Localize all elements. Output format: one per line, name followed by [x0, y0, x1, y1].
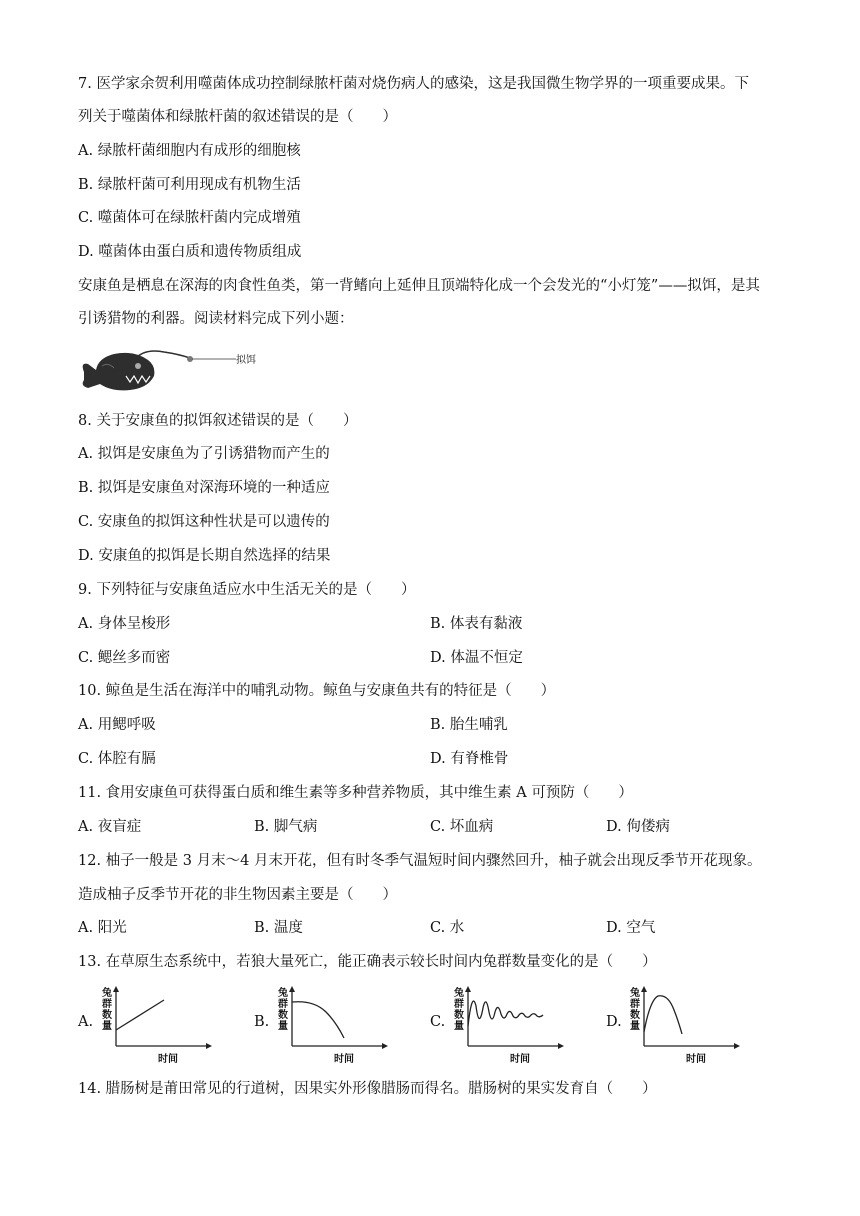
q11-stem: 11. 食用安康鱼可获得蛋白质和维生素等多种营养物质，其中维生素 A 可预防（ ）	[78, 785, 633, 801]
graph-a-xlabel: 时间	[158, 1054, 178, 1065]
anglerfish-figure	[78, 346, 258, 394]
intro-line2: 引诱猎物的利器。阅读材料完成下列小题：	[78, 311, 354, 327]
q9-option-d: D. 体温不恒定	[430, 650, 523, 666]
q8-option-b: B. 拟饵是安康鱼对深海环境的一种适应	[78, 480, 330, 496]
q12-option-c: C. 水	[430, 920, 465, 936]
q12-stem-line2: 造成柚子反季节开花的非生物因素主要是（ ）	[78, 887, 397, 903]
q9-stem: 9. 下列特征与安康鱼适应水中生活无关的是（ ）	[78, 582, 416, 598]
q12-option-a: A. 阳光	[78, 920, 127, 936]
q8-option-c: C. 安康鱼的拟饵这种性状是可以遗传的	[78, 514, 330, 530]
q11-option-c: C. 坏血病	[430, 819, 494, 835]
q7-option-b: B. 绿脓杆菌可利用现成有机物生活	[78, 177, 301, 193]
q13-graph-b	[254, 986, 404, 1064]
q8-option-d: D. 安康鱼的拟饵是长期自然选择的结果	[78, 548, 331, 564]
q7-stem-line1: 7. 医学家余贺利用噬菌体成功控制绿脓杆菌对烧伤病人的感染，这是我国微生物学界的一项重要成果。下	[78, 76, 749, 92]
q13-graph-c	[430, 986, 580, 1064]
q9-option-b: B. 体表有黏液	[430, 616, 523, 632]
graph-d-ylabel: 兔群数量	[630, 988, 640, 1032]
q13-graph-d	[606, 986, 756, 1064]
graph-d-letter: D.	[606, 1014, 622, 1030]
graph-b-xlabel: 时间	[334, 1054, 354, 1065]
q11-option-b: B. 脚气病	[254, 819, 318, 835]
graph-a-ylabel: 兔群数量	[102, 988, 112, 1032]
q8-option-a: A. 拟饵是安康鱼为了引诱猎物而产生的	[78, 446, 330, 462]
q10-stem: 10. 鲸鱼是生活在海洋中的哺乳动物。鲸鱼与安康鱼共有的特征是（ ）	[78, 683, 556, 699]
graph-c-ylabel: 兔群数量	[454, 988, 464, 1032]
q8-stem: 8. 关于安康鱼的拟饵叙述错误的是（ ）	[78, 413, 358, 429]
q12-stem-line1: 12. 柚子一般是 3 月末～4 月末开花，但有时冬季气温短时间内骤然回升，柚子就会出现反季节开花现象。	[78, 853, 762, 869]
graph-b-ylabel: 兔群数量	[278, 988, 288, 1032]
graph-a-letter: A.	[78, 1014, 94, 1030]
graph-c-letter: C.	[430, 1014, 446, 1030]
q9-option-c: C. 鳃丝多而密	[78, 650, 171, 666]
q10-option-b: B. 胎生哺乳	[430, 717, 508, 733]
q10-option-d: D. 有脊椎骨	[430, 751, 509, 767]
q10-option-c: C. 体腔有膈	[78, 751, 156, 767]
q13-graph-a	[78, 986, 228, 1064]
q12-option-d: D. 空气	[606, 920, 656, 936]
intro-line1: 安康鱼是栖息在深海的肉食性鱼类，第一背鳍向上延伸且顶端特化成一个会发光的“小灯笼”——拟饵，是其	[78, 278, 760, 294]
q7-option-c: C. 噬菌体可在绿脓杆菌内完成增殖	[78, 210, 301, 226]
graph-d-xlabel: 时间	[686, 1054, 706, 1065]
q10-option-a: A. 用鳃呼吸	[78, 717, 156, 733]
q12-option-b: B. 温度	[254, 920, 303, 936]
lure-label: 拟饵	[236, 355, 256, 366]
anglerfish-image	[78, 346, 258, 394]
q13-stem: 13. 在草原生态系统中，若狼大量死亡，能正确表示较长时间内兔群数量变化的是（ ）	[78, 954, 657, 970]
q11-option-d: D. 佝偻病	[606, 819, 670, 835]
q9-option-a: A. 身体呈梭形	[78, 616, 171, 632]
q7-option-d: D. 噬菌体由蛋白质和遗传物质组成	[78, 244, 302, 260]
graph-b-letter: B.	[254, 1014, 270, 1030]
q14-stem: 14. 腊肠树是莆田常见的行道树，因果实外形像腊肠而得名。腊肠树的果实发育自（ ）	[78, 1081, 657, 1097]
graph-c-xlabel: 时间	[510, 1054, 530, 1065]
q7-stem-line2: 列关于噬菌体和绿脓杆菌的叙述错误的是（ ）	[78, 109, 397, 125]
q11-option-a: A. 夜盲症	[78, 819, 142, 835]
q7-option-a: A. 绿脓杆菌细胞内有成形的细胞核	[78, 143, 301, 159]
